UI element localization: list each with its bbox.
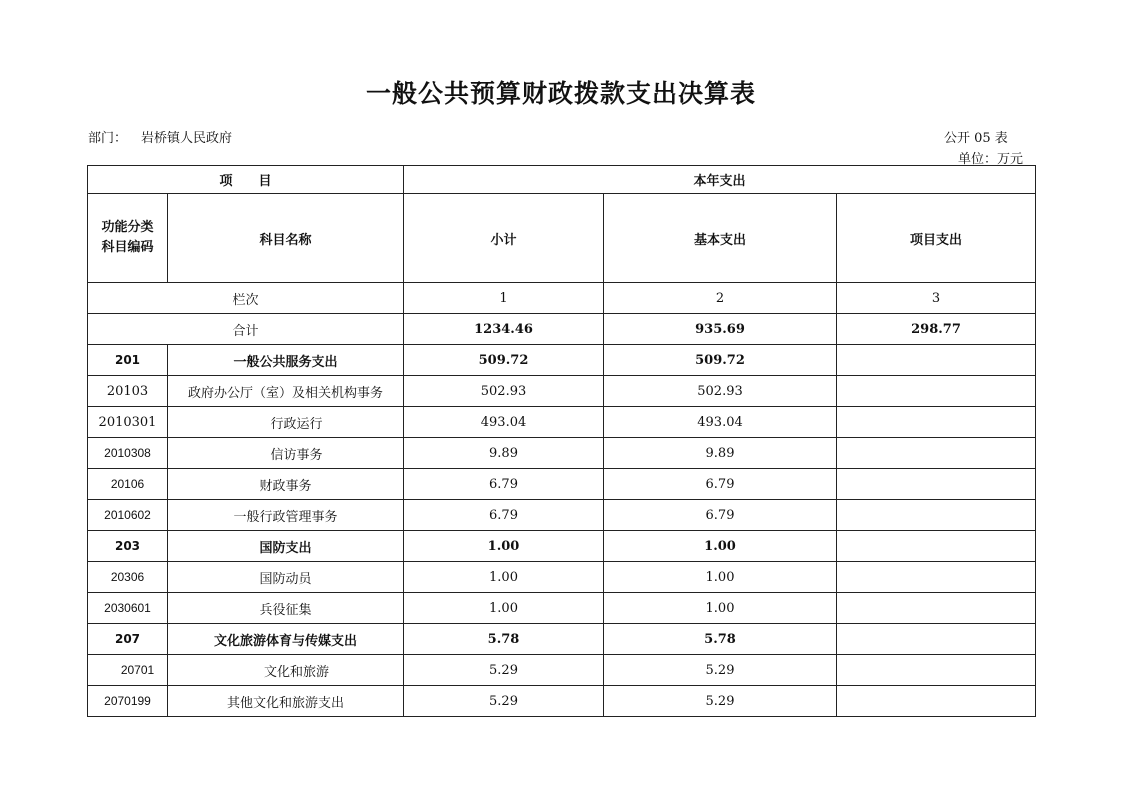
header-code (88, 194, 168, 283)
column-index-label: 栏次 (88, 283, 404, 314)
table-row (88, 531, 1036, 562)
row-subtotal: 1.00 (404, 593, 604, 624)
header-code-line1: 功能分类 (101, 220, 154, 235)
row-name: 国防支出 (168, 531, 404, 562)
row-basic: 5.78 (604, 624, 837, 655)
column-index-3: 3 (837, 283, 1036, 314)
row-basic: 5.29 (604, 655, 837, 686)
header-row-1 (88, 166, 1036, 194)
expenditure-table (87, 165, 1036, 717)
total-label: 合计 (88, 314, 404, 345)
row-code: 207 (88, 624, 168, 655)
table-row (88, 469, 1036, 500)
column-index-2: 2 (604, 283, 837, 314)
row-code: 20106 (88, 469, 168, 500)
form-number: 公开 05 表 (944, 131, 1008, 146)
row-subtotal: 509.72 (404, 345, 604, 376)
row-code: 2070199 (88, 686, 168, 717)
table-row (88, 500, 1036, 531)
department-name: 岩桥镇人民政府 (141, 131, 233, 146)
row-project (837, 686, 1036, 717)
header-current-year: 本年支出 (404, 166, 1036, 194)
row-subtotal: 502.93 (404, 376, 604, 407)
department-line (88, 127, 232, 146)
row-name: 一般行政管理事务 (168, 500, 404, 531)
column-index-1: 1 (404, 283, 604, 314)
header-subtotal: 小计 (404, 194, 604, 283)
table-row (88, 438, 1036, 469)
table-row (88, 624, 1036, 655)
department-label: 部门： (88, 131, 128, 146)
row-name: 财政事务 (168, 469, 404, 500)
total-subtotal: 1234.46 (404, 314, 604, 345)
row-project (837, 655, 1036, 686)
header-name: 科目名称 (168, 194, 404, 283)
table-row (88, 655, 1036, 686)
row-name: 国防动员 (168, 562, 404, 593)
header-project: 项目支出 (837, 194, 1036, 283)
row-code: 203 (88, 531, 168, 562)
row-basic: 502.93 (604, 376, 837, 407)
page-title: 一般公共预算财政拨款支出决算表 (365, 79, 756, 108)
table-row (88, 376, 1036, 407)
row-code: 2010602 (88, 500, 168, 531)
row-basic: 493.04 (604, 407, 837, 438)
header-code-line2: 科目编码 (101, 240, 154, 255)
row-basic: 1.00 (604, 593, 837, 624)
row-basic: 5.29 (604, 686, 837, 717)
row-code: 20103 (88, 376, 168, 407)
row-name: 政府办公厅（室）及相关机构事务 (168, 376, 404, 407)
row-basic: 6.79 (604, 469, 837, 500)
row-subtotal: 6.79 (404, 469, 604, 500)
row-subtotal: 493.04 (404, 407, 604, 438)
row-name: 行政运行 (168, 407, 404, 438)
unit-label: 单位：万元 (958, 152, 1024, 167)
row-name: 一般公共服务支出 (168, 345, 404, 376)
row-project (837, 531, 1036, 562)
row-code: 201 (88, 345, 168, 376)
row-code: 2010308 (88, 438, 168, 469)
row-project (837, 562, 1036, 593)
total-basic: 935.69 (604, 314, 837, 345)
row-name: 兵役征集 (168, 593, 404, 624)
row-subtotal: 5.29 (404, 686, 604, 717)
row-basic: 509.72 (604, 345, 837, 376)
row-name: 其他文化和旅游支出 (168, 686, 404, 717)
row-name: 信访事务 (168, 438, 404, 469)
row-basic: 1.00 (604, 531, 837, 562)
row-project (837, 407, 1036, 438)
row-subtotal: 5.29 (404, 655, 604, 686)
column-index-row (88, 283, 1036, 314)
row-project (837, 345, 1036, 376)
table-row (88, 407, 1036, 438)
row-subtotal: 1.00 (404, 531, 604, 562)
row-project (837, 593, 1036, 624)
row-name: 文化旅游体育与传媒支出 (168, 624, 404, 655)
row-basic: 9.89 (604, 438, 837, 469)
header-row-2 (88, 194, 1036, 283)
row-project (837, 624, 1036, 655)
row-code: 20701 (88, 655, 168, 686)
table-row (88, 562, 1036, 593)
row-project (837, 438, 1036, 469)
row-code: 2030601 (88, 593, 168, 624)
table-row (88, 345, 1036, 376)
header-basic: 基本支出 (604, 194, 837, 283)
row-subtotal: 6.79 (404, 500, 604, 531)
row-basic: 6.79 (604, 500, 837, 531)
row-project (837, 469, 1036, 500)
total-project: 298.77 (837, 314, 1036, 345)
row-subtotal: 5.78 (404, 624, 604, 655)
row-project (837, 500, 1036, 531)
total-row (88, 314, 1036, 345)
table-row (88, 593, 1036, 624)
header-item: 项 目 (88, 166, 404, 194)
table-row (88, 686, 1036, 717)
row-basic: 1.00 (604, 562, 837, 593)
row-code: 20306 (88, 562, 168, 593)
row-name: 文化和旅游 (168, 655, 404, 686)
row-project (837, 376, 1036, 407)
row-subtotal: 9.89 (404, 438, 604, 469)
row-subtotal: 1.00 (404, 562, 604, 593)
row-code: 2010301 (88, 407, 168, 438)
